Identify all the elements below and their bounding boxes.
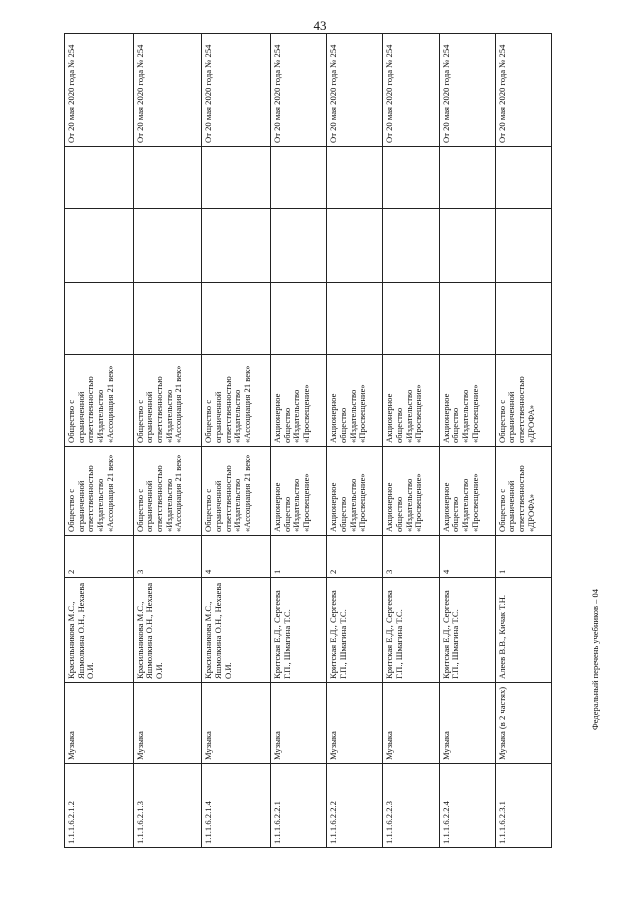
subject-cell: Музыка (в 2 частях): [495, 683, 551, 764]
order-cell: От 20 мая 2020 года № 254: [202, 34, 271, 147]
empty-cell: [495, 283, 551, 355]
empty-cell: [383, 147, 439, 209]
authors-cell: Алеев В.В., Кичак Т.Н.: [495, 578, 551, 683]
publisher-full-cell: Акционерное общество «Издательство «Просвещение»: [383, 355, 439, 447]
grade-cell: 2: [327, 536, 383, 578]
empty-cell: [202, 147, 271, 209]
publisher-cell: Акционерное общество «Издательство «Просвещение»: [270, 447, 326, 536]
empty-cell: [270, 147, 326, 209]
grade-cell: 3: [383, 536, 439, 578]
order-cell: От 20 мая 2020 года № 254: [383, 34, 439, 147]
code-cell: 1.1.1.6.2.3.1: [495, 764, 551, 848]
empty-cell: [65, 147, 134, 209]
publisher-cell: Акционерное общество «Издательство «Просвещение»: [383, 447, 439, 536]
table-row: [327, 34, 383, 848]
subject-cell: Музыка: [133, 683, 202, 764]
code-cell: 1.1.1.6.2.2.4: [439, 764, 495, 848]
empty-cell: [495, 147, 551, 209]
empty-cell: [327, 283, 383, 355]
publisher-cell: Акционерное общество «Издательство «Просвещение»: [327, 447, 383, 536]
publisher-cell: Акционерное общество «Издательство «Просвещение»: [439, 447, 495, 536]
authors-cell: Красильникова М.С., Яшмолкина О.Н., Нехаева О.И.: [202, 578, 271, 683]
table-row: [202, 34, 271, 848]
page-number: 43: [313, 18, 327, 33]
empty-cell: [133, 283, 202, 355]
grade-cell: 1: [495, 536, 551, 578]
publisher-full-cell: Акционерное общество «Издательство «Просвещение»: [327, 355, 383, 447]
subject-cell: Музыка: [327, 683, 383, 764]
textbook-list-table: [64, 33, 552, 848]
authors-cell: Красильникова М.С., Яшмолкина О.Н., Нехаева О.И.: [133, 578, 202, 683]
grade-cell: 2: [65, 536, 134, 578]
empty-cell: [202, 283, 271, 355]
empty-cell: [202, 209, 271, 283]
order-cell: От 20 мая 2020 года № 254: [65, 34, 134, 147]
table-row: [270, 34, 326, 848]
authors-cell: Критская Е.Д., Сергеева Г.П., Шмагина Т.С.: [327, 578, 383, 683]
authors-cell: Критская Е.Д., Сергеева Г.П., Шмагина Т.С.: [270, 578, 326, 683]
publisher-cell: Общество с ограниченной ответственностью «Издательство «Ассоциация 21 век»: [202, 447, 271, 536]
empty-cell: [439, 283, 495, 355]
order-cell: От 20 мая 2020 года № 254: [439, 34, 495, 147]
order-cell: От 20 мая 2020 года № 254: [327, 34, 383, 147]
authors-cell: Критская Е.Д., Сергеева Г.П., Шмагина Т.С.: [439, 578, 495, 683]
publisher-full-cell: Общество с ограниченной ответственностью «Издательство «Ассоциация 21 век»: [133, 355, 202, 447]
code-cell: 1.1.1.6.2.2.3: [383, 764, 439, 848]
code-cell: 1.1.1.6.2.2.1: [270, 764, 326, 848]
subject-cell: Музыка: [202, 683, 271, 764]
table-row: [495, 34, 551, 848]
footer-note: Федеральный перечень учебников – 04: [590, 588, 600, 730]
order-cell: От 20 мая 2020 года № 254: [495, 34, 551, 147]
subject-cell: Музыка: [439, 683, 495, 764]
table-row: [439, 34, 495, 848]
publisher-cell: Общество с ограниченной ответственностью «Издательство «Ассоциация 21 век»: [133, 447, 202, 536]
table-row: [383, 34, 439, 848]
publisher-full-cell: Акционерное общество «Издательство «Просвещение»: [439, 355, 495, 447]
subject-cell: Музыка: [383, 683, 439, 764]
empty-cell: [133, 147, 202, 209]
empty-cell: [327, 209, 383, 283]
empty-cell: [383, 283, 439, 355]
order-cell: От 20 мая 2020 года № 254: [270, 34, 326, 147]
empty-cell: [327, 147, 383, 209]
empty-cell: [270, 283, 326, 355]
subject-cell: Музыка: [65, 683, 134, 764]
empty-cell: [65, 209, 134, 283]
code-cell: 1.1.1.6.2.1.4: [202, 764, 271, 848]
publisher-full-cell: Общество с ограниченной ответственностью «ДРОФА»: [495, 355, 551, 447]
empty-cell: [133, 209, 202, 283]
empty-cell: [439, 147, 495, 209]
empty-cell: [495, 209, 551, 283]
empty-cell: [65, 283, 134, 355]
empty-cell: [270, 209, 326, 283]
authors-cell: Красильникова М.С., Яшмолкина О.Н., Нехаева О.И.: [65, 578, 134, 683]
publisher-cell: Общество с ограниченной ответственностью «Издательство «Ассоциация 21 век»: [65, 447, 134, 536]
empty-cell: [383, 209, 439, 283]
publisher-full-cell: Акционерное общество «Издательство «Просвещение»: [270, 355, 326, 447]
publisher-full-cell: Общество с ограниченной ответственностью «Издательство «Ассоциация 21 век»: [202, 355, 271, 447]
order-cell: От 20 мая 2020 года № 254: [133, 34, 202, 147]
code-cell: 1.1.1.6.2.1.3: [133, 764, 202, 848]
grade-cell: 3: [133, 536, 202, 578]
publisher-cell: Общество с ограниченной ответственностью «ДРОФА»: [495, 447, 551, 536]
grade-cell: 4: [202, 536, 271, 578]
table-row: [65, 34, 134, 848]
grade-cell: 4: [439, 536, 495, 578]
grade-cell: 1: [270, 536, 326, 578]
code-cell: 1.1.1.6.2.2.2: [327, 764, 383, 848]
subject-cell: Музыка: [270, 683, 326, 764]
rotated-table-container: [64, 34, 552, 848]
publisher-full-cell: Общество с ограниченной ответственностью «Издательство «Ассоциация 21 век»: [65, 355, 134, 447]
code-cell: 1.1.1.6.2.1.2: [65, 764, 134, 848]
table-row: [133, 34, 202, 848]
empty-cell: [439, 209, 495, 283]
authors-cell: Критская Е.Д., Сергеева Г.П., Шмагина Т.С.: [383, 578, 439, 683]
